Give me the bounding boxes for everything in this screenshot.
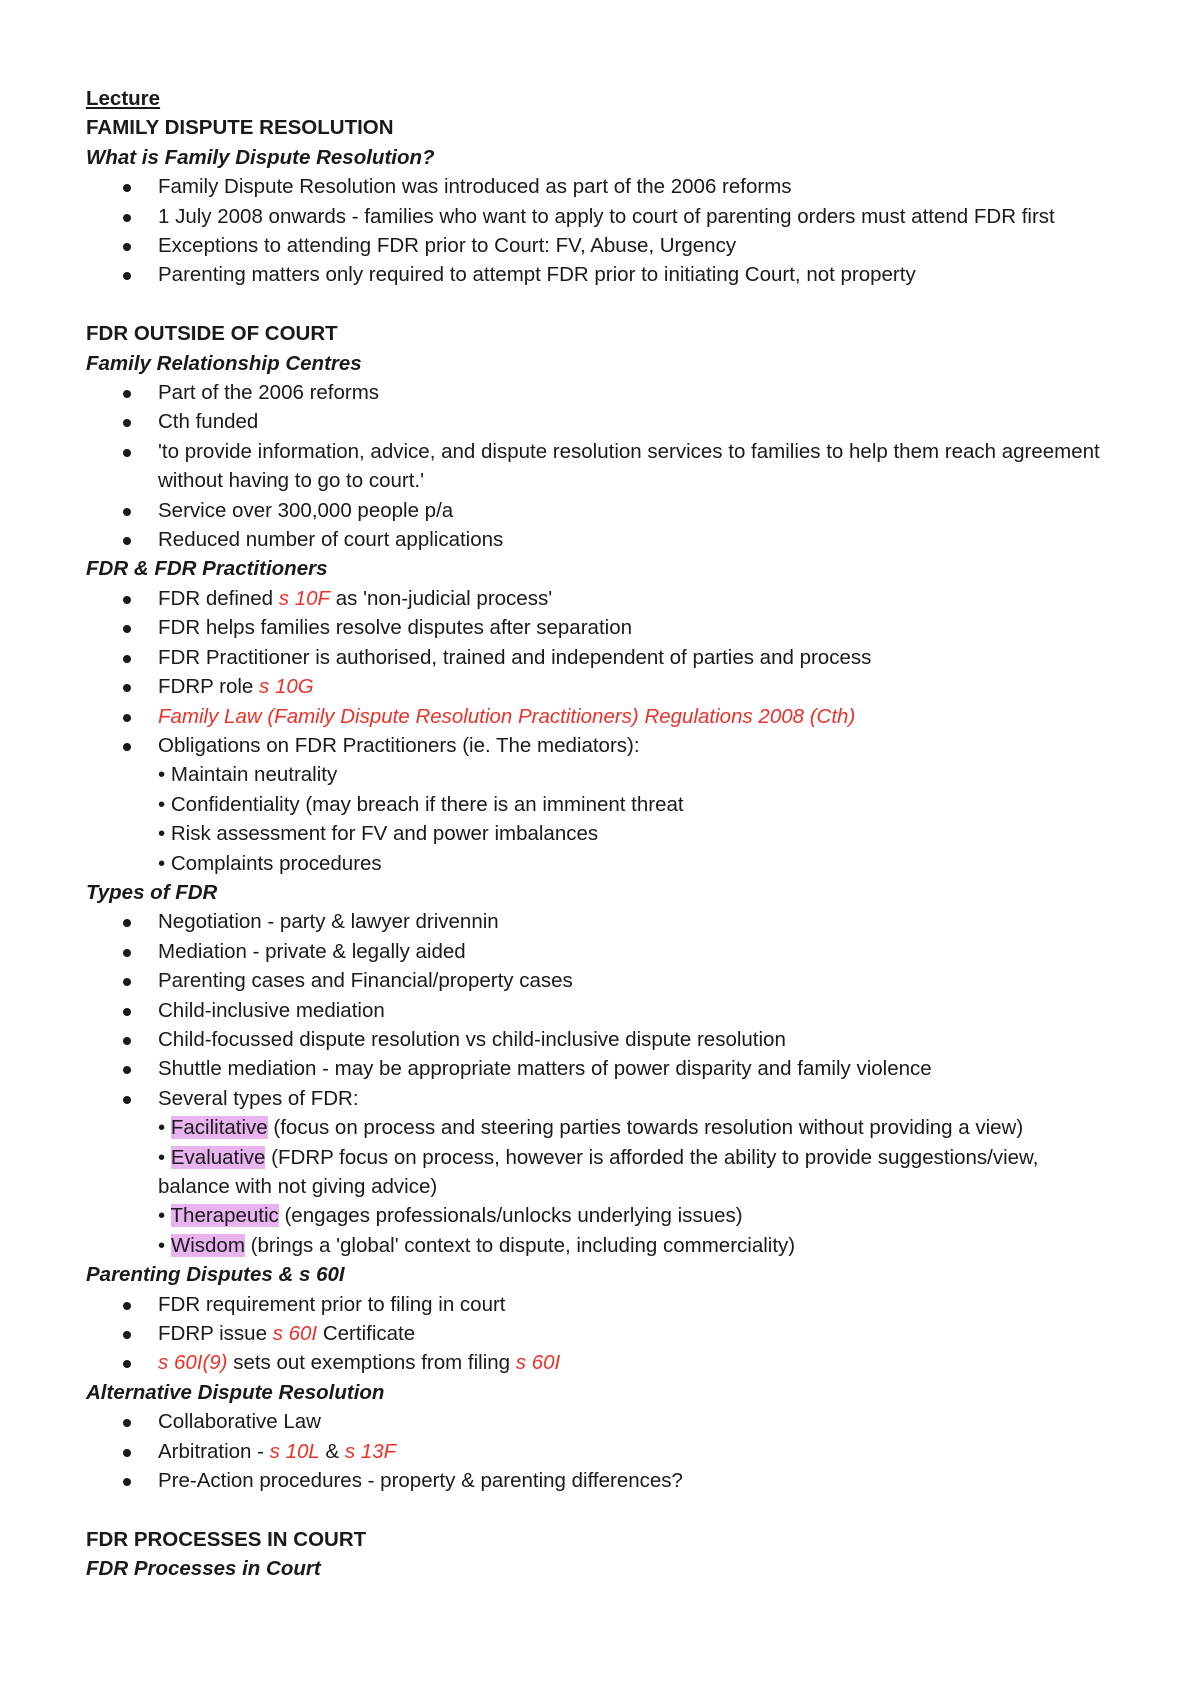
sub-bullet-therapeutic xyxy=(86,1201,1126,1230)
sub-bullet: • Risk assessment for FV and power imbalances xyxy=(158,822,599,846)
list-item: Obligations on FDR Practitioners (ie. The mediators): xyxy=(86,731,1126,760)
subheading-frc: Family Relationship Centres xyxy=(86,351,362,375)
highlighted-term: Facilitative xyxy=(170,1116,268,1140)
text: Arbitration - xyxy=(158,1439,270,1463)
highlighted-term: Wisdom xyxy=(170,1233,245,1257)
fdr-intro-list xyxy=(86,172,1126,290)
list-item: FDR requirement prior to filing in court xyxy=(86,1290,1126,1319)
highlighted-term: Evaluative xyxy=(170,1145,266,1169)
list-item: FDR helps families resolve disputes after separation xyxy=(86,613,1126,642)
list-item: 1 July 2008 onwards - families who want to apply to court of parenting orders must attend FDR first xyxy=(86,202,1128,231)
text: sets out exemptions from filing xyxy=(227,1351,516,1375)
section-reference: s 10L xyxy=(269,1439,320,1463)
text: (brings a 'global' context to dispute, including commerciality) xyxy=(244,1233,796,1257)
list-item: Family Dispute Resolution was introduced as part of the 2006 reforms xyxy=(86,172,1126,201)
sub-bullet: • Maintain neutrality xyxy=(158,763,338,787)
list-item: Reduced number of court applications xyxy=(86,525,1126,554)
section-reference: s 10F xyxy=(278,586,331,610)
sub-bullet-evaluative xyxy=(86,1143,1126,1172)
section-reference: s 60I xyxy=(515,1351,561,1375)
practitioners-list xyxy=(86,584,1126,760)
adr-list xyxy=(86,1407,1126,1495)
section-heading-outside-court: FDR OUTSIDE OF COURT xyxy=(86,322,338,346)
text: FDRP role xyxy=(158,675,260,699)
document-body xyxy=(86,84,1126,1584)
list-item: Parenting matters only required to attempt FDR prior to initiating Court, not property xyxy=(86,260,1126,289)
bullet: • xyxy=(158,1204,171,1228)
list-item: Child-focussed dispute resolution vs child-inclusive dispute resolution xyxy=(86,1025,1126,1054)
list-item xyxy=(86,672,1126,701)
sub-bullet-continuation: balance with not giving advice) xyxy=(158,1175,438,1199)
section-heading-fdr: FAMILY DISPUTE RESOLUTION xyxy=(86,116,394,140)
section-reference: s 13F xyxy=(344,1439,397,1463)
sub-bullet: • Complaints procedures xyxy=(158,851,382,875)
sub-bullet: • Confidentiality (may breach if there is an imminent threat xyxy=(158,792,684,816)
highlighted-term: Therapeutic xyxy=(170,1204,279,1228)
frc-list xyxy=(86,378,1126,554)
bullet: • xyxy=(158,1233,171,1257)
list-item: Pre-Action procedures - property & parenting differences? xyxy=(86,1466,1126,1495)
subheading-processes-in-court: FDR Processes in Court xyxy=(86,1557,321,1581)
list-item: Exceptions to attending FDR prior to Court: FV, Abuse, Urgency xyxy=(86,231,1126,260)
list-item: Service over 300,000 people p/a xyxy=(86,496,1126,525)
list-item: 'to provide information, advice, and dispute resolution services to families to help them reach agreement without having to go to court.' xyxy=(86,437,1113,496)
text: (FDRP focus on process, however is afforded the ability to provide suggestions/view, xyxy=(265,1145,1039,1169)
text: FDR defined xyxy=(158,586,279,610)
sub-bullet-facilitative xyxy=(86,1113,1126,1142)
subheading-adr: Alternative Dispute Resolution xyxy=(86,1380,385,1404)
list-item xyxy=(86,1437,1126,1466)
list-item xyxy=(86,1348,1126,1377)
list-item: Mediation - private & legally aided xyxy=(86,937,1126,966)
section-reference: s 60I(9) xyxy=(158,1351,228,1375)
list-item: Cth funded xyxy=(86,407,1126,436)
subheading-fdr-practitioners: FDR & FDR Practitioners xyxy=(86,557,328,581)
bullet: • xyxy=(158,1145,171,1169)
sub-bullet-wisdom xyxy=(86,1231,1126,1260)
subheading-parenting-disputes: Parenting Disputes & s 60I xyxy=(86,1263,345,1287)
list-item: FDR Practitioner is authorised, trained and independent of parties and process xyxy=(86,643,1126,672)
list-item: Collaborative Law xyxy=(86,1407,1126,1436)
list-item: Negotiation - party & lawyer drivennin xyxy=(86,907,1126,936)
list-item: Several types of FDR: xyxy=(86,1084,1126,1113)
section-heading-in-court: FDR PROCESSES IN COURT xyxy=(86,1527,367,1551)
lecture-title: Lecture xyxy=(86,87,161,110)
list-item: Parenting cases and Financial/property cases xyxy=(86,966,1126,995)
regulation-reference: Family Law (Family Dispute Resolution Practitioners) Regulations 2008 (Cth) xyxy=(158,704,856,728)
text: Certificate xyxy=(317,1322,416,1346)
text: as 'non-judicial process' xyxy=(330,586,553,610)
subheading-types-of-fdr: Types of FDR xyxy=(86,880,218,904)
list-item xyxy=(86,1319,1126,1348)
text: FDRP issue xyxy=(158,1322,273,1346)
list-item: Child-inclusive mediation xyxy=(86,996,1126,1025)
blank-line xyxy=(86,1495,1126,1524)
text: (focus on process and steering parties towards resolution without providing a view) xyxy=(267,1116,1024,1140)
list-item xyxy=(86,584,1126,613)
parenting-list xyxy=(86,1290,1126,1378)
section-reference: s 10G xyxy=(259,675,314,699)
bullet: • xyxy=(158,1116,171,1140)
subheading-what-is-fdr: What is Family Dispute Resolution? xyxy=(86,145,435,169)
section-reference: s 60I xyxy=(272,1322,318,1346)
list-item xyxy=(86,702,1126,731)
text: & xyxy=(319,1439,345,1463)
types-list xyxy=(86,907,1126,1113)
list-item: Part of the 2006 reforms xyxy=(86,378,1126,407)
text: (engages professionals/unlocks underlying issues) xyxy=(278,1204,743,1228)
blank-line xyxy=(86,290,1126,319)
list-item: Shuttle mediation - may be appropriate matters of power disparity and family violence xyxy=(86,1054,1126,1083)
